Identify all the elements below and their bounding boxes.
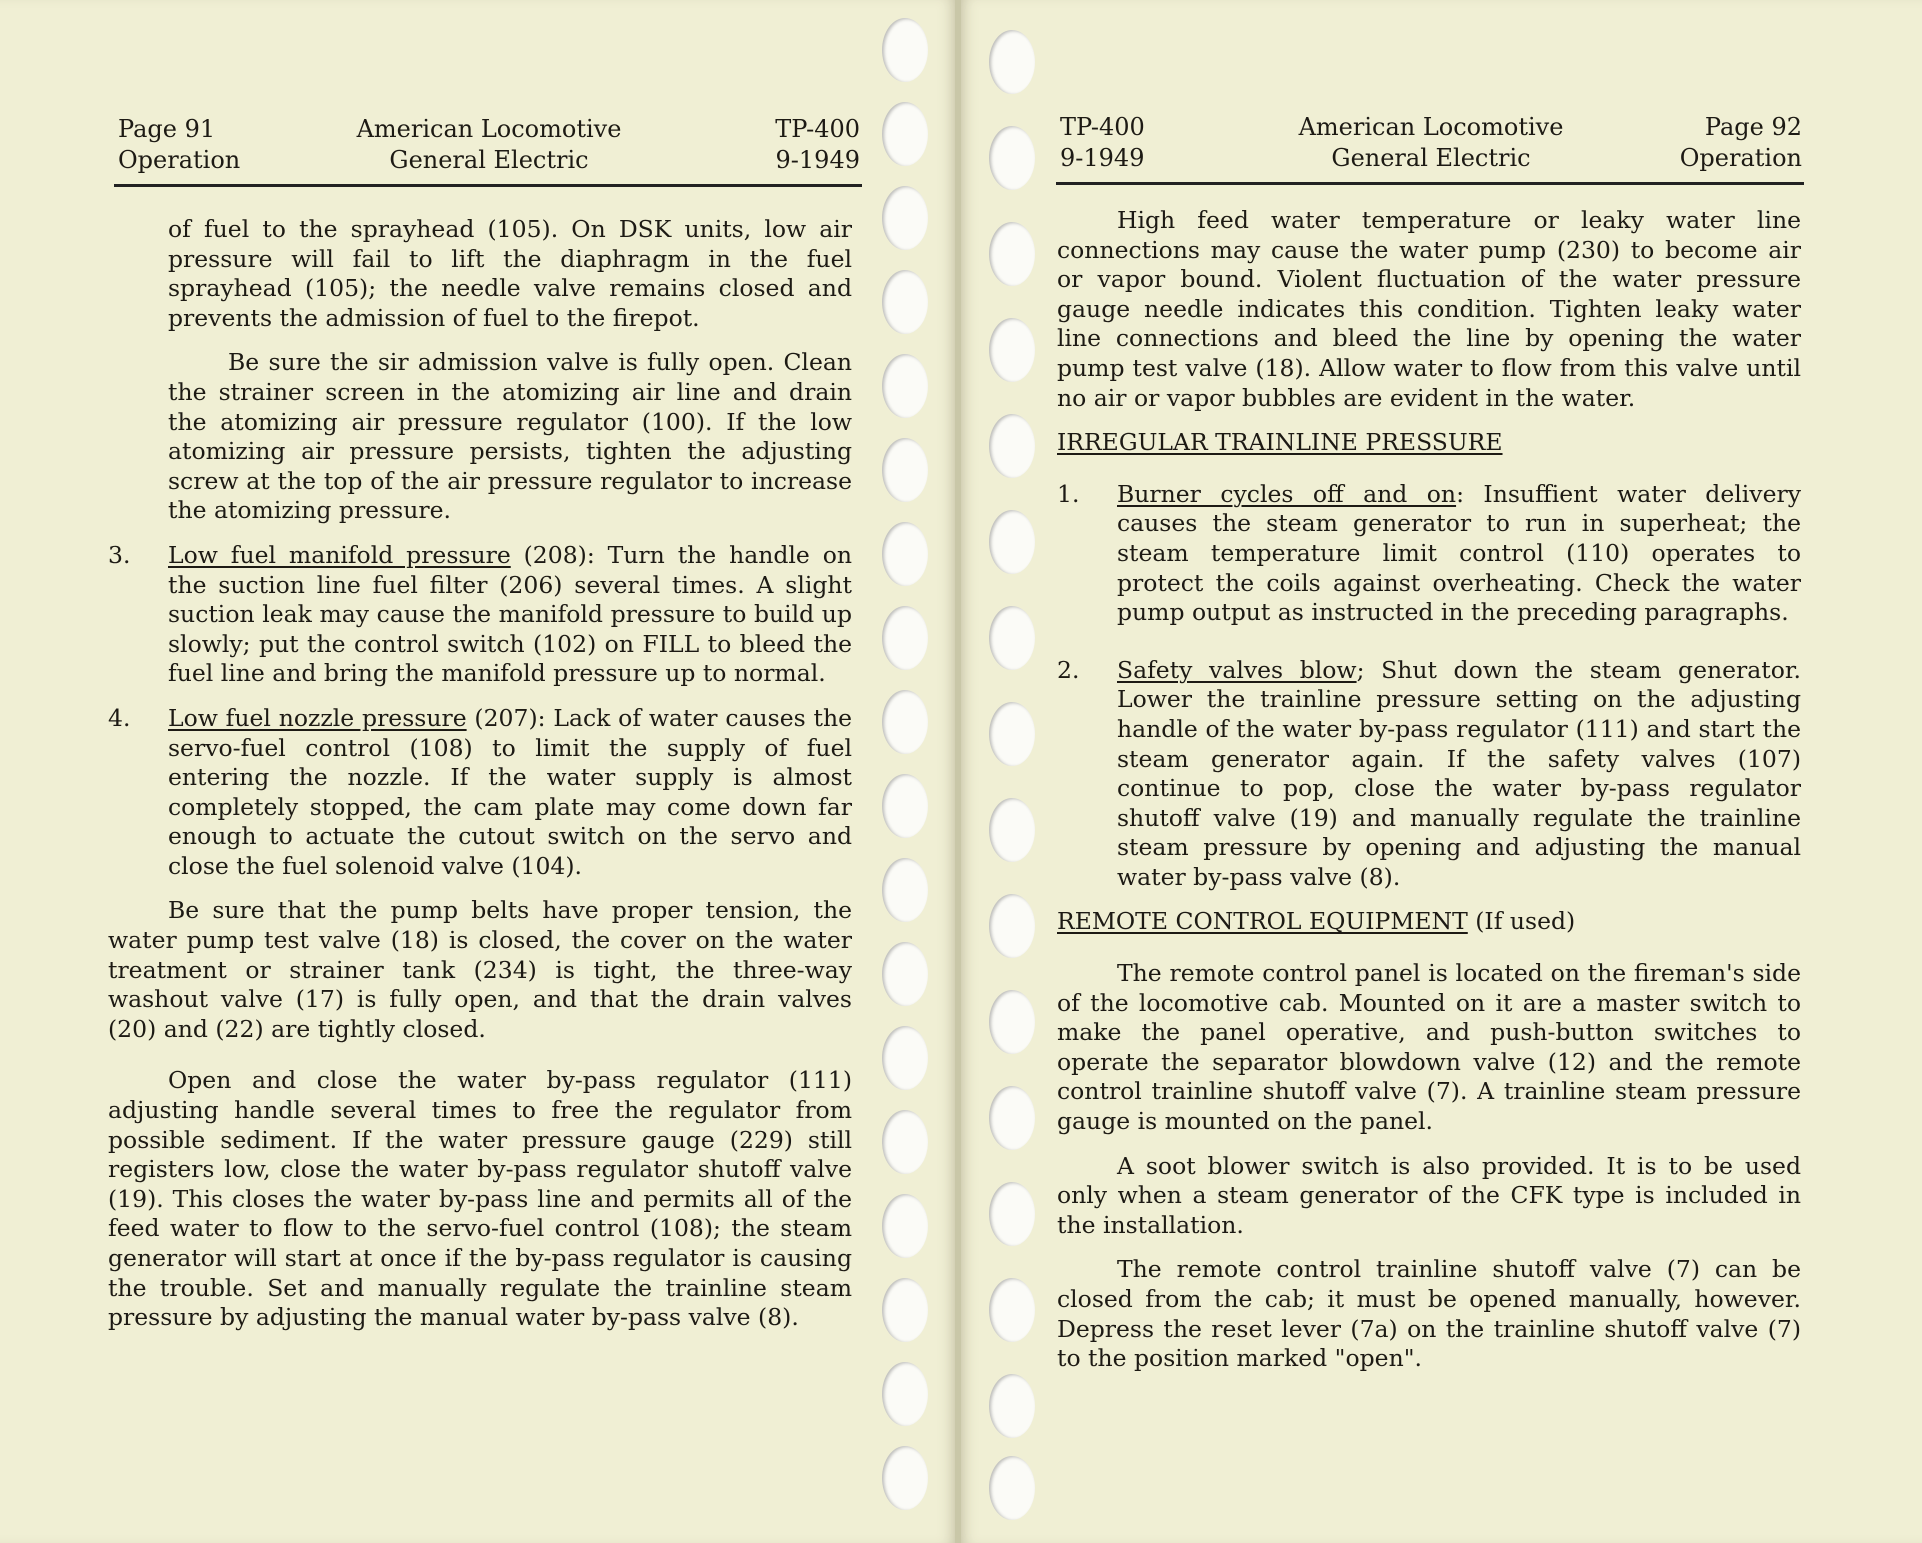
page-header [114, 114, 862, 187]
list-item [1057, 480, 1801, 628]
section-heading-remote: REMOTE CONTROL EQUIPMENT (If used) [1057, 907, 1576, 936]
binder-hole [989, 1374, 1035, 1438]
binder-hole [882, 18, 928, 82]
paragraph-feed-water: High feed water temperature or leaky water line connections may cause the water pump (230) to become air or vapor bound. Violent fluctuation of the water pressure gauge needle indicates this condition. Tighten leaky water line connections and bleed the line by opening the water pump test valve (18). Allow water to flow from this valve until no air or vapor bubbles are evident in the water. [1057, 206, 1801, 412]
list-item-title: Burner cycles off and on [1117, 479, 1457, 508]
binder-hole [989, 894, 1035, 958]
document-date: 9-1949 [1060, 144, 1145, 172]
list-item-number: 3. [108, 540, 131, 569]
list-item [108, 541, 852, 689]
document-number: TP-400 [775, 115, 860, 143]
paragraph-soot-blower: A soot blower switch is also provided. It is to be used only when a steam generator of the CFK type is included in the installation. [1057, 1151, 1801, 1239]
list-item-title: Low fuel nozzle pressure [168, 703, 467, 732]
list-item-title: Low fuel manifold pressure [168, 540, 511, 569]
paragraph-bypass: Open and close the water by-pass regulator (111) adjusting handle several times to free the regulator from possible sediment. If the water pressure gauge (229) still registers low, close the water by-pass regulator shutoff valve (19). This closes the water by-pass line and permits all of the feed water to flow to the servo-fuel control (108); the steam generator will start at once if the by-pass regulator is causing the trouble. Set and manually regulate the trainline steam pressure by adjusting the manual water by-pass valve (8). [108, 1066, 852, 1332]
paragraph-continued: of fuel to the sprayhead (105). On DSK units, low air pressure will fail to lift the diaphragm in the fuel sprayhead (105); the needle valve remains closed and prevents the admission of fuel to the firepot. [168, 215, 852, 332]
list-item-body: (208): Turn the handle on the suction line fuel filter (206) several times. A slight suction leak may cause the manifold pressure to build up slowly; put the control switch (102) on FILL to bleed the fuel line and bring the manifold pressure up to normal. [168, 540, 852, 688]
binder-hole [989, 222, 1035, 286]
document-number: TP-400 [1060, 113, 1145, 141]
binder-hole [882, 1194, 928, 1258]
binder-hole [882, 270, 928, 334]
binder-hole [882, 606, 928, 670]
binder-hole [882, 1446, 928, 1510]
section-heading-note: (If used) [1467, 907, 1576, 936]
binder-hole [989, 510, 1035, 574]
list-item-number: 1. [1057, 479, 1080, 508]
company-line-2: General Electric [389, 146, 589, 174]
list-item-body: ; Shut down the steam generator. Lower the trainline pressure setting on the adjusting handle of the water by-pass regulator (111) and start the steam generator again. If the safety valves (107) continue to pop, close the water by-pass regulator shutoff valve (19) and manually regulate the trainline steam pressure by opening and adjusting the manual water by-pass valve (8). [1117, 655, 1801, 891]
page-header [1056, 112, 1804, 185]
binder-hole [882, 1278, 928, 1342]
company-line-2: General Electric [1331, 144, 1531, 172]
binder-hole [989, 702, 1035, 766]
page-number: Page 91 [118, 115, 216, 143]
binder-hole [989, 798, 1035, 862]
binder-hole [989, 990, 1035, 1054]
binder-hole [989, 318, 1035, 382]
list-item-title: Safety valves blow [1117, 655, 1357, 684]
list-item [108, 704, 852, 882]
binder-hole [882, 1110, 928, 1174]
binder-hole [989, 1278, 1035, 1342]
section-name: Operation [1679, 144, 1802, 172]
binder-hole [989, 414, 1035, 478]
paragraph-shutoff: The remote control trainline shutoff valve (7) can be closed from the cab; it must be opened manually, however. Depress the reset lever (7a) on the trainline shutoff valve (7) to the position marked "open". [1057, 1255, 1801, 1373]
binder-hole [882, 690, 928, 754]
binder-hole [882, 102, 928, 166]
binder-hole [882, 186, 928, 250]
binder-hole [882, 942, 928, 1006]
left-page-body [108, 215, 852, 1333]
right-page [961, 0, 1922, 1543]
paragraph-air-valve: Be sure the sir admission valve is fully open. Clean the strainer screen in the atomizing air line and drain the atomizing air pressure regulator (100). If the low atomizing air pressure persists, tighten the adjusting screw at the top of the air pressure regulator to increase the atomizing pressure. [168, 348, 852, 525]
company-line-1: American Locomotive [1298, 113, 1564, 141]
binder-hole [882, 858, 928, 922]
binder-hole [882, 774, 928, 838]
binder-hole [989, 1456, 1035, 1520]
binder-hole [882, 1362, 928, 1426]
list-item-body: : Insuffient water delivery causes the steam generator to run in superheat; the steam temperature limit control (110) operates to protect the coils against overheating. Check the water pump output as instructed in the preceding paragraphs. [1117, 479, 1801, 627]
binder-hole [989, 30, 1035, 94]
binder-hole [989, 1086, 1035, 1150]
binder-hole [989, 1182, 1035, 1246]
left-page [0, 0, 955, 1543]
page-number: Page 92 [1704, 113, 1802, 141]
binder-hole [882, 1026, 928, 1090]
right-page-body [1057, 206, 1801, 1374]
binder-hole [989, 126, 1035, 190]
binder-hole [882, 438, 928, 502]
list-item-number: 2. [1057, 655, 1080, 684]
binder-hole [882, 354, 928, 418]
list-item-number: 4. [108, 703, 131, 732]
binder-hole [989, 606, 1035, 670]
document-date: 9-1949 [775, 146, 860, 174]
company-line-1: American Locomotive [356, 115, 622, 143]
paragraph-pump-belts: Be sure that the pump belts have proper tension, the water pump test valve (18) is closed, the cover on the water treatment or strainer tank (234) is tight, the three-way washout valve (17) is fully open, and that the drain valves (20) and (22) are tightly closed. [108, 896, 852, 1043]
section-heading-trainline: IRREGULAR TRAINLINE PRESSURE [1057, 428, 1503, 457]
section-name: Operation [118, 146, 241, 174]
binder-hole [882, 522, 928, 586]
list-item-body: (207): Lack of water causes the servo-fuel control (108) to limit the supply of fuel entering the nozzle. If the water supply is almost completely stopped, the cam plate may come down far enough to actuate the cutout switch on the servo and close the fuel solenoid valve (104). [168, 703, 852, 880]
list-item [1057, 656, 1801, 893]
paragraph-remote-panel: The remote control panel is located on the fireman's side of the locomotive cab. Mounted on it are a master switch to make the panel operative, and push-button switches to operate the separator blowdown valve (12) and the remote control trainline shutoff valve (7). A trainline steam pressure gauge is mounted on the panel. [1057, 959, 1801, 1136]
